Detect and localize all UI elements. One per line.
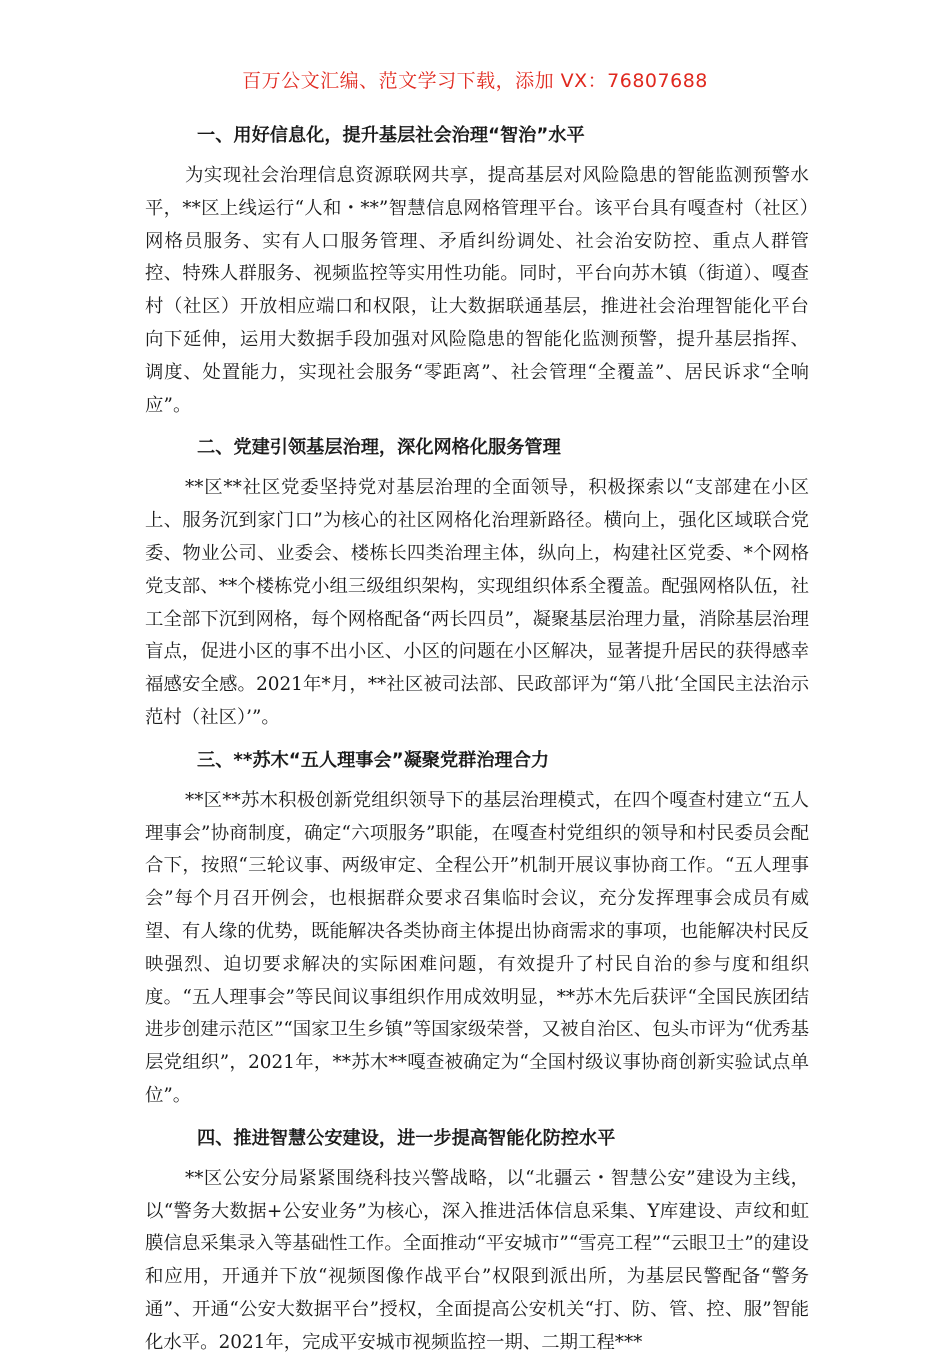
section-heading: 二、党建引领基层治理，深化网格化服务管理 (197, 437, 561, 459)
download-banner: 百万公文汇编、范文学习下载，添加 VX：76807688 (242, 70, 708, 92)
section-paragraph: 为实现社会治理信息资源联网共享，提高基层对风险隐患的智能监测预警水平，**区上线运行“人和・**”智慧信息网格管理平台。该平台具有嘎查村（社区）网格员服务、实有人口服务管理、矛盾纠纷调处、社会治安防控、重点人群管控、特殊人群服务、视频监控等实用性功能。同时，平台向苏木镇（街道）、嘎查村（社区）开放相应端口和权限，让大数据联通基层，推进社会治理智能化平台向下延伸，运用大数据手段加强对风险隐患的智能化监测预警，提升基层指挥、调度、处置能力，实现社会服务“零距离”、社会管理“全覆盖”、居民诉求“全响应”。 (145, 165, 809, 416)
section-paragraph: **区**社区党委坚持党对基层治理的全面领导，积极探索以“支部建在小区上、服务沉到家门口”为核心的社区网格化治理新路径。横向上，强化区域联合党委、物业公司、业委会、楼栋长四类治理主体，纵向上，构建社区党委、*个网格党支部、**个楼栋党小组三级组织架构，实现组织体系全覆盖。配强网格队伍，社工全部下沉到网格，每个网格配备“两长四员”，凝聚基层治理力量，消除基层治理盲点，促进小区的事不出小区、小区的问题在小区解决，显著提升居民的获得感幸福感安全感。2021年*月，**社区被司法部、民政部评为“第八批‘全国民主法治示范村（社区）’”。 (145, 477, 809, 728)
document-body (145, 118, 809, 1368)
section-heading: 一、用好信息化，提升基层社会治理“智治”水平 (197, 125, 585, 146)
section-heading: 三、**苏木“五人理事会”凝聚党群治理合力 (197, 749, 550, 771)
section-2 (145, 430, 809, 734)
section-paragraph: **区**苏木积极创新党组织领导下的基层治理模式，在四个嘎查村建立“五人理事会”协商制度，确定“六项服务”职能，在嘎查村党组织的领导和村民委员会配合下，按照“三轮议事、两级审定、全程公开”机制开展议事协商工作。“五人理事会”每个月召开例会，也根据群众要求召集临时会议，充分发挥理事会成员有威望、有人缘的优势，既能解决各类协商主体提出协商需求的事项，也能解决村民反映强烈、迫切要求解决的实际困难问题，有效提升了村民自治的参与度和组织度。“五人理事会”等民间议事组织作用成效明显，**苏木先后获评“全国民族团结进步创建示范区”“国家卫生乡镇”等国家级荣誉，又被自治区、包头市评为“优秀基层党组织”，2021年，**苏木**嘎查被确定为“全国村级议事协商创新实验试点单位”。 (145, 789, 809, 1106)
section-paragraph: **区公安分局紧紧围绕科技兴警战略，以“北疆云・智慧公安”建设为主线，以“警务大数据+公安业务”为核心，深入推进活体信息采集、Y库建设、声纹和虹膜信息采集录入等基础性工作。全面推动“平安城市”“雪亮工程”“云眼卫士”的建设和应用，开通并下放“视频图像作战平台”权限到派出所，为基层民警配备“警务通”、开通“公安大数据平台”授权，全面提高公安机关“打、防、管、控、服”智能化水平。2021年，完成平安城市视频监控一期、二期工程*** (145, 1167, 809, 1353)
section-heading: 四、推进智慧公安建设，进一步提高智能化防控水平 (197, 1127, 616, 1149)
section-4 (145, 1121, 809, 1360)
section-1 (145, 118, 809, 422)
section-3 (145, 743, 809, 1113)
